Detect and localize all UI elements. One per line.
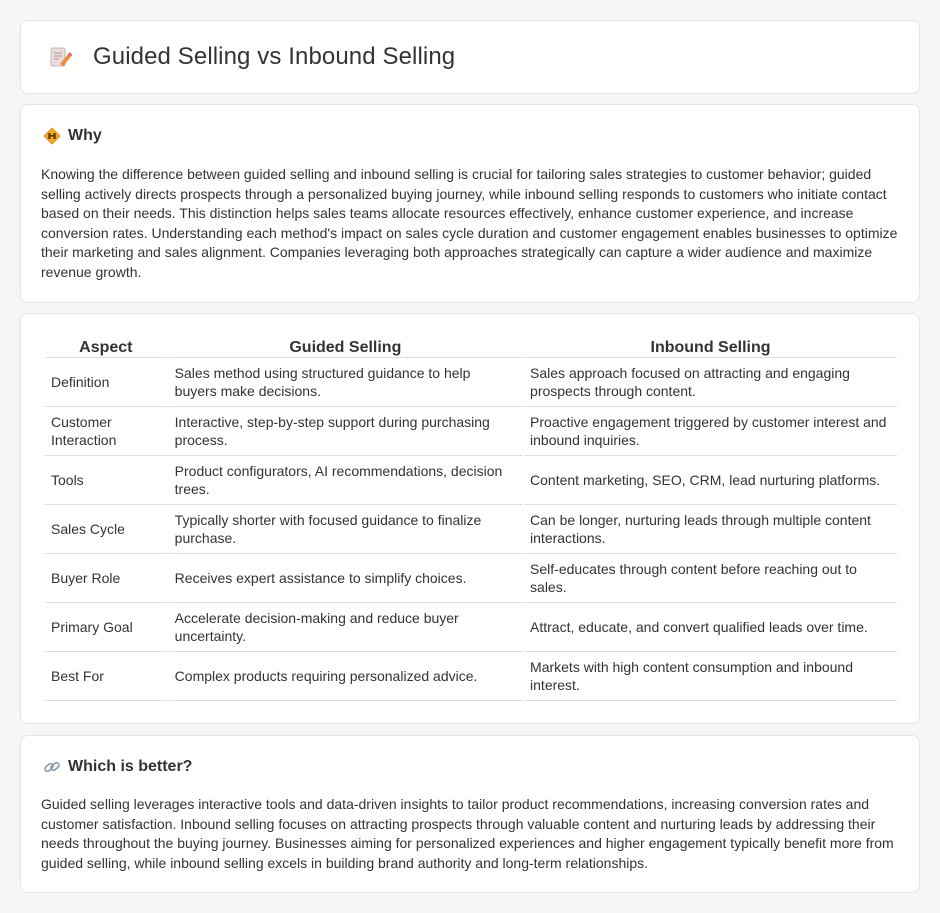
guided-cell: Accelerate decision-making and reduce buyer uncertainty. — [169, 603, 522, 652]
guided-cell: Typically shorter with focused guidance to finalize purchase. — [169, 505, 522, 554]
inbound-cell: Attract, educate, and convert qualified leads over time. — [524, 603, 897, 652]
inbound-cell: Self-educates through content before reaching out to sales. — [524, 554, 897, 603]
why-text: Knowing the difference between guided selling and inbound selling is crucial for tailoring sales strategies to customer behavior; guided selling actively directs prospects through a personalized buying journey, while inbound selling responds to customers who initiate contact based on their needs. This distinction helps sales teams allocate resources effectively, enhance customer experience, and increase conversion rates. Understanding each method's impact on sales cycle duration and customer engagement enables businesses to optimize their marketing and sales alignment. Companies leveraging both approaches strategically can capture a wider audience and maximize revenue growth. — [41, 166, 898, 280]
table-row — [45, 456, 897, 505]
better-title: Which is better? — [68, 758, 193, 775]
inbound-cell: Content marketing, SEO, CRM, lead nurturing platforms. — [524, 456, 897, 505]
table-row — [45, 652, 897, 701]
table-row — [45, 505, 897, 554]
inbound-cell: Markets with high content consumption and inbound interest. — [524, 652, 897, 701]
table-row — [45, 407, 897, 456]
guided-cell: Receives expert assistance to simplify choices. — [169, 554, 522, 603]
header-card — [20, 20, 920, 94]
guided-cell: Complex products requiring personalized advice. — [169, 652, 522, 701]
aspect-cell: Buyer Role — [45, 554, 167, 603]
guided-cell: Product configurators, AI recommendations, decision trees. — [169, 456, 522, 505]
better-text: Guided selling leverages interactive tools and data-driven insights to tailor product recommendations, increasing conversion rates and customer satisfaction. Inbound selling focuses on attracting prospects through valuable content and nurturing leads by addressing their needs throughout the buying journey. Businesses aiming for personalized experiences and higher engagement typically benefit more from guided selling, while inbound selling excels in building brand authority and long-term relationships. — [41, 796, 894, 871]
aspect-cell: Definition — [45, 358, 167, 407]
diamond-warning-icon — [43, 127, 61, 145]
guided-cell: Interactive, step-by-step support during purchasing process. — [169, 407, 522, 456]
better-heading — [43, 758, 192, 776]
aspect-cell: Best For — [45, 652, 167, 701]
page-title: Guided Selling vs Inbound Selling — [93, 43, 456, 70]
header-inbound-selling: Inbound Selling — [524, 336, 897, 358]
aspect-cell: Primary Goal — [45, 603, 167, 652]
which-is-better-card — [20, 735, 920, 893]
aspect-cell: Customer Interaction — [45, 407, 167, 456]
table-row — [45, 554, 897, 603]
link-icon — [43, 758, 61, 776]
document-pencil-icon — [47, 44, 73, 70]
header-aspect: Aspect — [45, 336, 167, 358]
comparison-card — [20, 313, 920, 724]
inbound-cell: Proactive engagement triggered by customer interest and inbound inquiries. — [524, 407, 897, 456]
comparison-table — [43, 336, 899, 701]
table-row — [45, 358, 897, 407]
why-title: Why — [68, 127, 102, 144]
inbound-cell: Can be longer, nurturing leads through multiple content interactions. — [524, 505, 897, 554]
inbound-cell: Sales approach focused on attracting and engaging prospects through content. — [524, 358, 897, 407]
guided-cell: Sales method using structured guidance to help buyers make decisions. — [169, 358, 522, 407]
why-card — [20, 104, 920, 303]
table-header-row — [45, 336, 897, 358]
aspect-cell: Sales Cycle — [45, 505, 167, 554]
header-guided-selling: Guided Selling — [169, 336, 522, 358]
table-row — [45, 603, 897, 652]
why-heading — [43, 127, 102, 145]
aspect-cell: Tools — [45, 456, 167, 505]
